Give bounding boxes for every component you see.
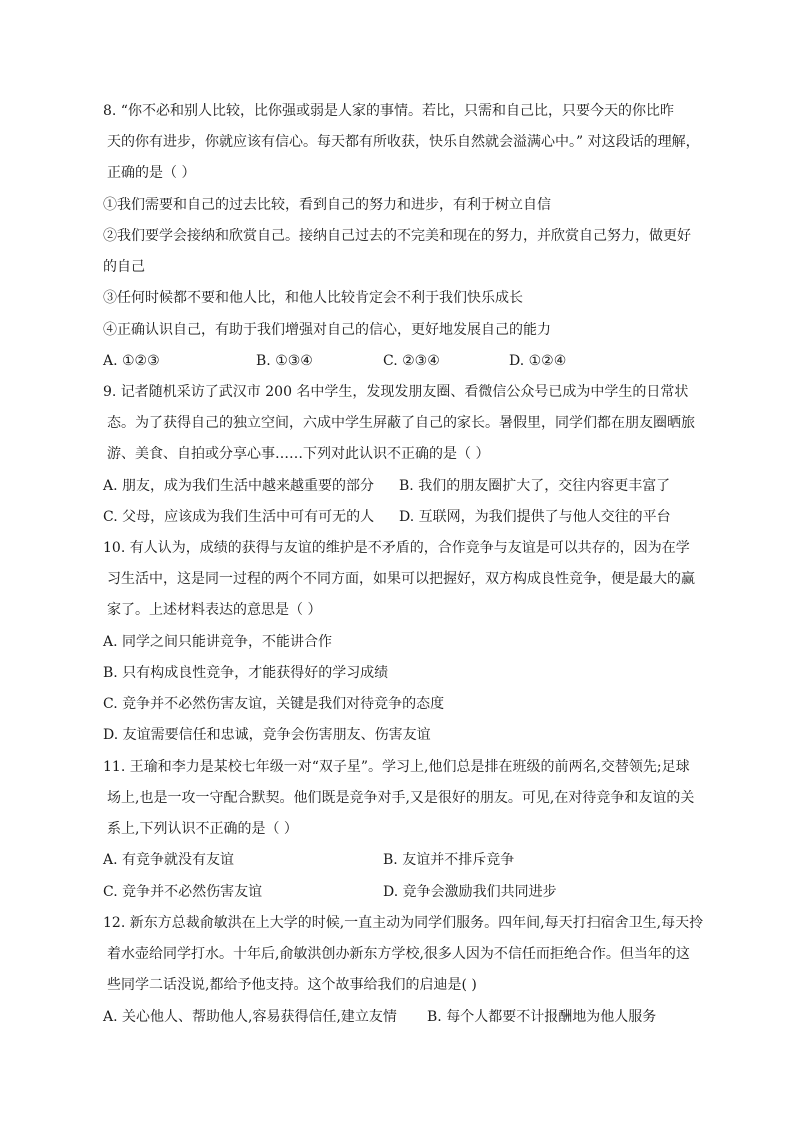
q10-option-b: B. 只有构成良性竞争，才能获得好的学习成绩 bbox=[103, 665, 389, 681]
q8-statement-3: ③任何时候都不要和他人比，和他人比较肯定会不利于我们快乐成长 bbox=[103, 290, 523, 306]
q10-option-d: D. 友谊需要信任和忠诚，竞争会伤害朋友、伤害友谊 bbox=[103, 727, 431, 743]
q8-option-c: C. ②③④ bbox=[383, 353, 440, 369]
q10-stem-line-2: 习生活中，这是同一过程的两个不同方面，如果可以把握好，双方构成良性竞争，便是最大的赢 bbox=[107, 571, 695, 587]
q8-stem-line-2: 天的你有进步，你就应该有信心。每天都有所收获，快乐自然就会溢满心中。” 对这段话的理解， bbox=[107, 134, 700, 150]
q9-option-c: C. 父母，应该成为我们生活中可有可无的人 bbox=[103, 509, 375, 525]
q10-option-a: A. 同学之间只能讲竞争，不能讲合作 bbox=[103, 634, 333, 650]
q8-option-b: B. ①③④ bbox=[256, 353, 313, 369]
q12-stem-line-2: 着水壶给同学打水。十年后,俞敏洪创办新东方学校,很多人因为不信任而拒绝合作。但当年的这 bbox=[107, 946, 690, 962]
q11-stem-line-1: 11. 王瑜和李力是某校七年级一对“双子星”。学习上,他们总是排在班级的前两名,交替领先;足球 bbox=[103, 759, 690, 775]
q11-option-c: C. 竞争并不必然伤害友谊 bbox=[103, 884, 263, 900]
q9-option-b: B. 我们的朋友圈扩大了，交往内容更丰富了 bbox=[399, 478, 671, 494]
q10-stem-line-3: 家了。上述材料表达的意思是（ ） bbox=[107, 602, 322, 618]
q12-stem-line-3: 些同学二话没说,都给予他支持。这个故事给我们的启迪是( ) bbox=[107, 977, 477, 993]
q11-option-d: D. 竞争会激励我们共同进步 bbox=[383, 884, 557, 900]
q11-stem-line-2: 场上,也是一攻一守配合默契。他们既是竞争对手,又是很好的朋友。可见,在对待竞争和友谊的关 bbox=[107, 790, 695, 806]
q12-option-a: A. 关心他人、帮助他人,容易获得信任,建立友情 bbox=[103, 1009, 397, 1025]
q9-stem-line-2: 态。为了获得自己的独立空间，六成中学生屏蔽了自己的家长。暑假里，同学们都在朋友圈晒旅 bbox=[107, 415, 695, 431]
q9-stem-line-3: 游、美食、自拍或分享心事……下列对此认识不正确的是（ ） bbox=[107, 446, 490, 462]
q12-stem-line-1: 12. 新东方总裁俞敏洪在上大学的时候,一直主动为同学们服务。四年间,每天打扫宿舍卫生,每天拎 bbox=[103, 915, 704, 931]
q11-option-a: A. 有竞争就没有友谊 bbox=[103, 852, 235, 868]
q10-option-c: C. 竞争并不必然伤害友谊，关键是我们对待竞争的态度 bbox=[103, 696, 445, 712]
q10-stem-line-1: 10. 有人认为，成绩的获得与友谊的维护是不矛盾的，合作竞争与友谊是可以共存的，因为在学 bbox=[103, 540, 690, 556]
q8-statement-2a: ②我们要学会接纳和欣赏自己。接纳自己过去的不完美和现在的努力，并欣赏自己努力，做更好 bbox=[103, 228, 691, 244]
q9-stem-line-1: 9. 记者随机采访了武汉市 200 名中学生，发现发朋友圈、看微信公众号已成为中学生的日常状 bbox=[103, 384, 689, 400]
q8-statement-2b: 的自己 bbox=[103, 259, 145, 275]
q8-stem-line-3: 正确的是（ ） bbox=[107, 165, 196, 181]
q8-option-a: A. ①②③ bbox=[103, 353, 160, 369]
q9-option-a: A. 朋友，成为我们生活中越来越重要的部分 bbox=[103, 478, 375, 494]
q8-stem-line-1: 8. “你不必和别人比较，比你强或弱是人家的事情。若比，只需和自己比，只要今天的你比昨 bbox=[103, 103, 674, 119]
q8-statement-1: ①我们需要和自己的过去比较，看到自己的努力和进步，有利于树立自信 bbox=[103, 197, 551, 213]
q11-option-b: B. 友谊并不排斥竞争 bbox=[383, 852, 515, 868]
q11-stem-line-3: 系上,下列认识不正确的是（ ） bbox=[107, 821, 298, 837]
q9-option-d: D. 互联网，为我们提供了与他人交往的平台 bbox=[399, 509, 671, 525]
q12-option-b: B. 每个人都要不计报酬地为他人服务 bbox=[427, 1009, 657, 1025]
q8-option-d: D. ①②④ bbox=[509, 353, 567, 369]
q8-statement-4: ④正确认识自己，有助于我们增强对自己的信心，更好地发展自己的能力 bbox=[103, 322, 551, 338]
